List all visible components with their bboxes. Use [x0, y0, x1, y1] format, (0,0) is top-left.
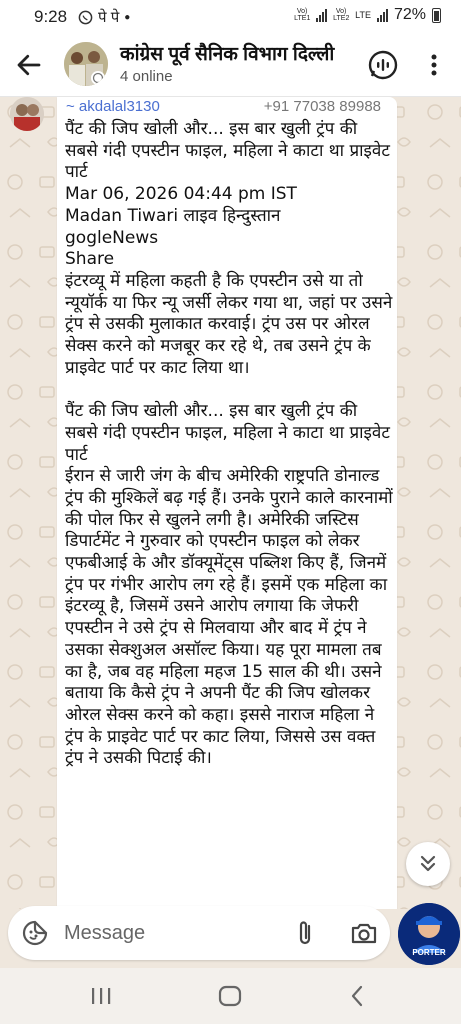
battery-icon — [432, 8, 441, 23]
back-arrow-icon[interactable] — [14, 50, 44, 80]
sender-avatar[interactable] — [10, 97, 44, 131]
chat-header — [0, 34, 461, 97]
status-bar — [0, 0, 461, 34]
more-options-icon[interactable] — [424, 49, 444, 81]
lte-label: LTE — [355, 9, 371, 20]
chat-area[interactable] — [0, 97, 461, 909]
attach-icon[interactable] — [294, 919, 316, 947]
chevron-double-down-icon — [417, 853, 439, 875]
porter-floating-badge[interactable] — [398, 903, 460, 965]
group-title[interactable]: कांग्रेस पूर्व सैनिक विभाग दिल्ली — [120, 44, 335, 65]
home-icon[interactable] — [218, 985, 242, 1007]
sender-phone: +91 77038 89988 — [263, 98, 381, 115]
notification-icons — [78, 7, 130, 27]
signal-2-icon — [377, 8, 388, 22]
sticker-icon[interactable] — [22, 920, 48, 946]
message-input[interactable]: Message — [64, 922, 146, 944]
message-bubble[interactable] — [57, 97, 397, 909]
group-avatar[interactable] — [64, 42, 108, 86]
message-text: पैंट की जिप खोली और... इस बार खुली ट्रंप की सबसे गंदी एपस्टीन फाइल, महिला ने काटा था प्राइवेट पार्ट Mar 06, 2026 04:44 pm IST Madan Tiwari लाइव हिन्दुस्तान gogleNews Share इंटरव्यू में महिला कहती है कि एपस्टीन उसे या तो न्यूयॉर्क या फिर न्यू जर्सी लेकर गया था, जहां पर उसने ट्रंप से उसकी मुलाकात करवाई। ट्रंप उस पर ओरल सेक्स करने को मजबूर कर रहे थे, तब उसने ट्रंप के प्राइवेट पार्ट पर काट लिया था। पैंट की जिप खोली और... इस बार खुली ट्रंप की सबसे गंदी एपस्टीन फाइल, महिला ने काटा था प्राइवेट पार्ट ईरान से जारी जंग के बीच अमेरिकी राष्ट्रपति डोनाल्ड ट्रंप की मुश्किलें बढ़ गई हैं। उनके पुराने काले कारनामों की पोल फिर से खुलने लगी है। अमेरिकी जस्टिस डिपार्टमेंट ने गुरुवार को एपस्टीन फाइल को लेकर एफबीआई के और डॉक्यूमेंट्स पब्लिश किए हैं, जिनमें ट्रंप पर गंभीर आरोप लग रहे हैं। इसमें एक महिला का इंटरव्यू है, जिसमें उसने आरोप लगाया कि जेफरी एपस्टीन ने उसे ट्रंप से मिलवाया और बाद में ट्रंप ने उसका सेक्शुअल असॉल्ट किया। यह पूरा मामला तब का है, जब वह महिला महज 15 साल की थी। उसने बताया कि कैसे ट्रंप ने अपनी पैंट की जिप खोलकर ओरल सेक्स करने को कहा। इससे नाराज महिला ने ट्रंप के प्राइवेट पार्ट पर काट लिया, जिससे उस वक्त ट्रंप ने उसकी पिटाई की। — [65, 119, 393, 769]
notification-text: पे पे — [98, 9, 120, 26]
status-time: 9:28 — [34, 7, 68, 26]
recent-apps-icon[interactable] — [90, 986, 112, 1006]
voice-chat-icon[interactable] — [367, 49, 399, 81]
group-photo-icon — [64, 42, 108, 86]
whatsapp-notification-icon — [78, 10, 93, 25]
back-nav-icon[interactable] — [348, 984, 366, 1008]
notification-dot-icon: ● — [124, 11, 131, 23]
sender-name[interactable]: ~ akdalal3130 — [66, 98, 160, 115]
signal-1-icon — [316, 8, 327, 22]
network-2-label: Vo) LTE2 — [333, 8, 350, 22]
network-1-label: Vo) LTE1 — [294, 8, 311, 22]
camera-icon[interactable] — [350, 921, 378, 945]
sender-photo-icon — [10, 97, 44, 131]
system-nav-bar — [0, 968, 461, 1024]
scroll-to-bottom-button[interactable] — [406, 842, 450, 886]
online-count: 4 online — [120, 68, 173, 85]
message-composer[interactable] — [8, 906, 390, 960]
status-right — [294, 6, 441, 24]
battery-percent: 72% — [393, 6, 426, 23]
porter-label: PORTER — [412, 948, 446, 957]
